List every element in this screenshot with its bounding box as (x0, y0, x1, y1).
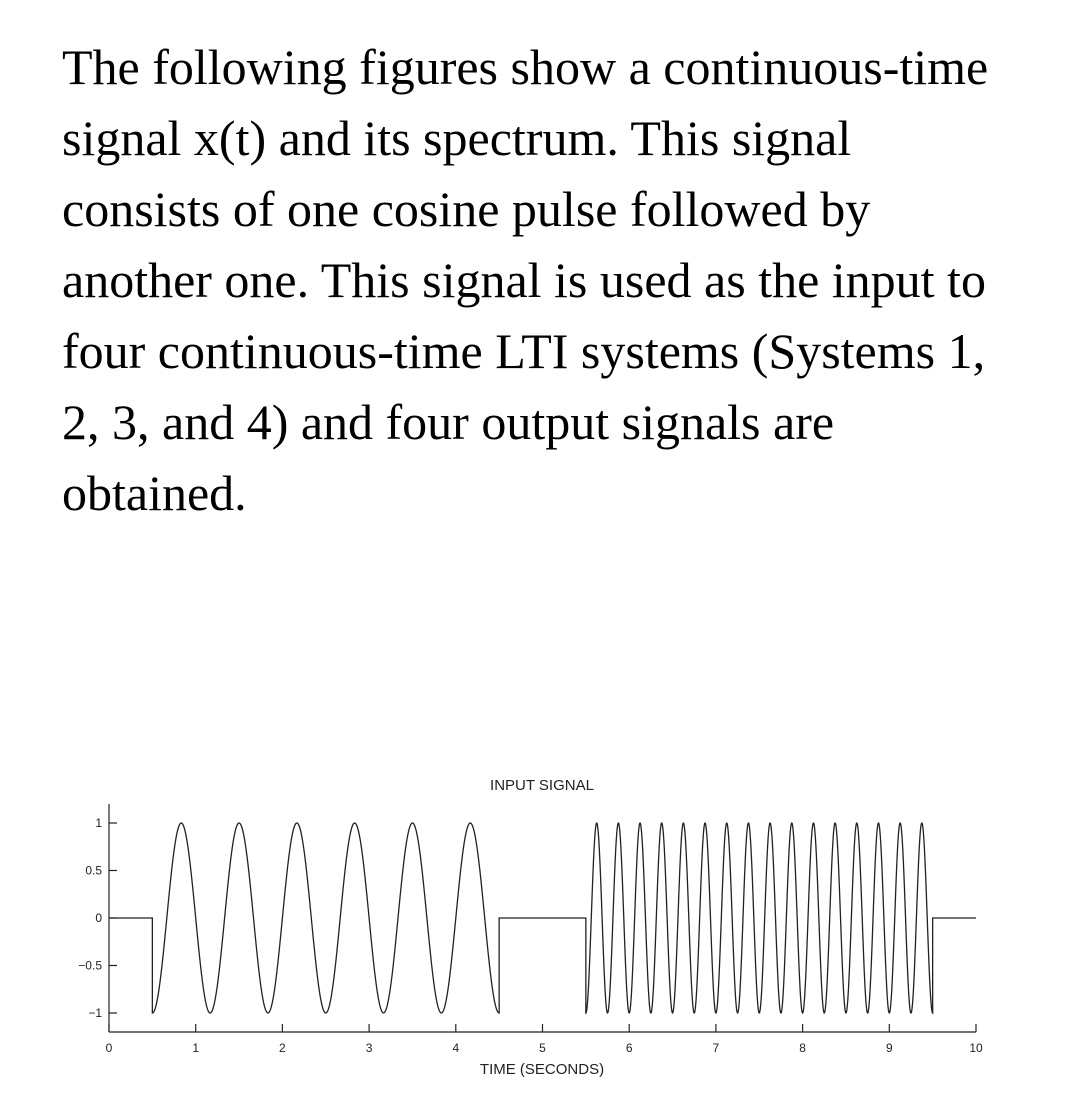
x-axis (106, 1024, 983, 1055)
x-tick-label: 6 (625, 1041, 633, 1055)
signal-line (109, 823, 976, 1013)
x-tick-label: 4 (452, 1041, 460, 1055)
x-tick-label: 1 (192, 1041, 200, 1055)
intro-paragraph: The following figures show a continuous-time signal x(t) and its spectrum. This signal consists of one cosine pulse followed by another one. This signal is used as the input to four continuous-time LTI systems (Systems 1, 2, 3, and 4) and four output signals are obtained. (62, 39, 989, 521)
x-axis-label: TIME (SECONDS) (479, 1061, 605, 1078)
x-tick-label: 2 (279, 1041, 286, 1055)
y-tick-label: 1 (95, 816, 102, 830)
y-tick-label: −1 (88, 1006, 102, 1020)
input-signal-chart (0, 760, 1070, 1090)
y-tick-label: −0.5 (78, 958, 102, 973)
x-tick-label: 10 (969, 1041, 983, 1055)
y-tick-label: 0.5 (85, 863, 102, 878)
x-tick-label: 3 (365, 1041, 373, 1055)
chart-title: INPUT SIGNAL (490, 777, 594, 794)
x-tick-label: 8 (799, 1041, 806, 1055)
y-tick-label: 0 (95, 911, 102, 925)
x-tick-label: 9 (885, 1041, 893, 1055)
x-tick-label: 5 (539, 1041, 546, 1055)
x-tick-label: 0 (105, 1041, 113, 1055)
x-tick-label: 7 (712, 1041, 720, 1055)
